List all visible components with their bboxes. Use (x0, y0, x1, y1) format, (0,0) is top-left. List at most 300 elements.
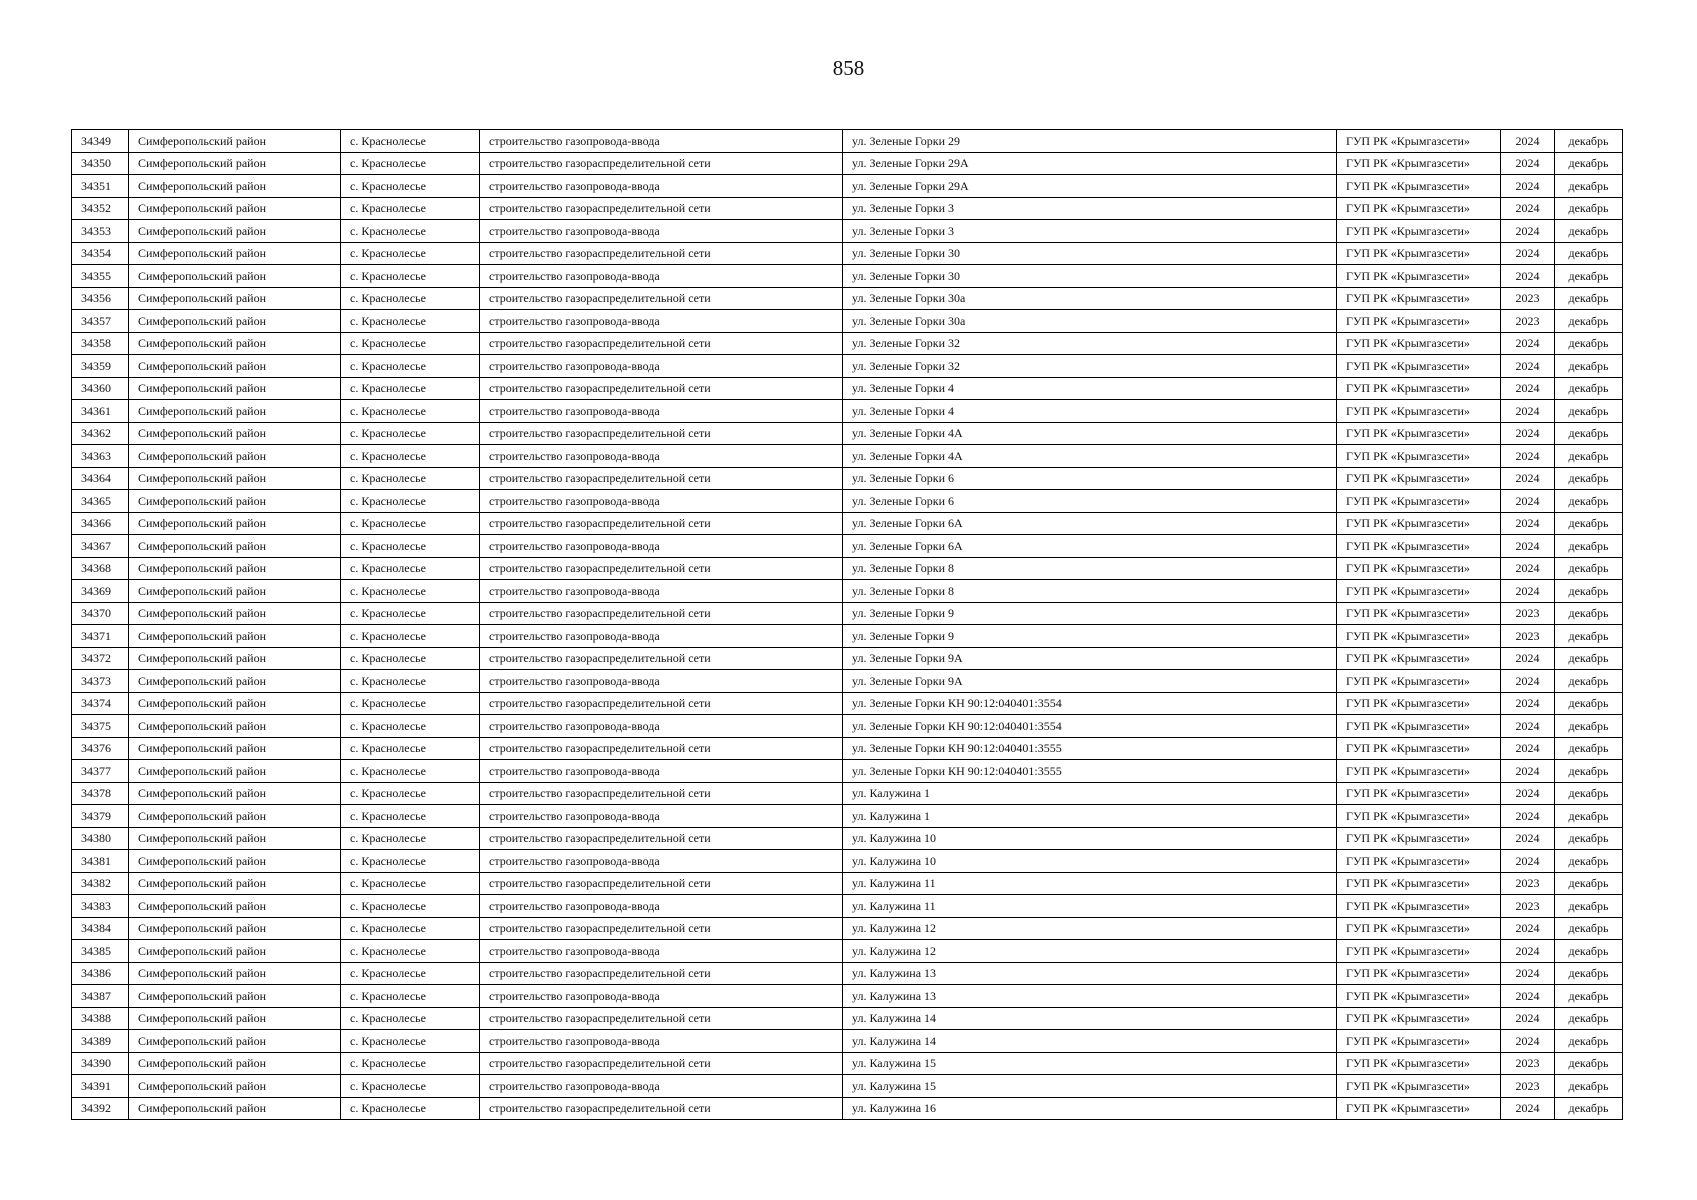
district-cell: Симферопольский район (129, 377, 341, 400)
row-number-cell: 34353 (72, 220, 129, 243)
table-row (72, 287, 1623, 310)
table-row (72, 782, 1623, 805)
row-number-cell: 34361 (72, 400, 129, 423)
year-cell: 2024 (1501, 985, 1555, 1008)
row-number-cell: 34352 (72, 197, 129, 220)
contractor-cell: ГУП РК «Крымгазсети» (1337, 242, 1501, 265)
row-number-cell: 34376 (72, 737, 129, 760)
table-row (72, 445, 1623, 468)
table-row (72, 760, 1623, 783)
address-cell: ул. Калужина 13 (843, 985, 1337, 1008)
year-cell: 2024 (1501, 467, 1555, 490)
table-row (72, 265, 1623, 288)
month-cell: декабрь (1555, 422, 1623, 445)
district-cell: Симферопольский район (129, 152, 341, 175)
month-cell: декабрь (1555, 175, 1623, 198)
contractor-cell: ГУП РК «Крымгазсети» (1337, 130, 1501, 153)
locality-cell: с. Краснолесье (341, 940, 480, 963)
month-cell: декабрь (1555, 467, 1623, 490)
month-cell: декабрь (1555, 602, 1623, 625)
work-type-cell: строительство газопровода-ввода (480, 265, 843, 288)
district-cell: Симферопольский район (129, 287, 341, 310)
contractor-cell: ГУП РК «Крымгазсети» (1337, 647, 1501, 670)
district-cell: Симферопольский район (129, 580, 341, 603)
address-cell: ул. Зеленые Горки 4А (843, 445, 1337, 468)
month-cell: декабрь (1555, 760, 1623, 783)
contractor-cell: ГУП РК «Крымгазсети» (1337, 152, 1501, 175)
work-type-cell: строительство газораспределительной сети (480, 377, 843, 400)
work-type-cell: строительство газопровода-ввода (480, 805, 843, 828)
year-cell: 2023 (1501, 310, 1555, 333)
locality-cell: с. Краснолесье (341, 332, 480, 355)
row-number-cell: 34371 (72, 625, 129, 648)
district-cell: Симферопольский район (129, 760, 341, 783)
contractor-cell: ГУП РК «Крымгазсети» (1337, 175, 1501, 198)
locality-cell: с. Краснолесье (341, 355, 480, 378)
work-type-cell: строительство газораспределительной сети (480, 737, 843, 760)
row-number-cell: 34390 (72, 1052, 129, 1075)
work-type-cell: строительство газопровода-ввода (480, 1075, 843, 1098)
work-type-cell: строительство газопровода-ввода (480, 400, 843, 423)
table-row (72, 512, 1623, 535)
month-cell: декабрь (1555, 805, 1623, 828)
row-number-cell: 34386 (72, 962, 129, 985)
address-cell: ул. Зеленые Горки КН 90:12:040401:3554 (843, 715, 1337, 738)
work-type-cell: строительство газопровода-ввода (480, 985, 843, 1008)
table-row (72, 1007, 1623, 1030)
work-type-cell: строительство газораспределительной сети (480, 557, 843, 580)
table-row (72, 1052, 1623, 1075)
table-row (72, 422, 1623, 445)
table-row (72, 647, 1623, 670)
address-cell: ул. Зеленые Горки КН 90:12:040401:3555 (843, 737, 1337, 760)
contractor-cell: ГУП РК «Крымгазсети» (1337, 377, 1501, 400)
locality-cell: с. Краснолесье (341, 737, 480, 760)
locality-cell: с. Краснолесье (341, 197, 480, 220)
work-type-cell: строительство газопровода-ввода (480, 625, 843, 648)
work-type-cell: строительство газораспределительной сети (480, 197, 843, 220)
district-cell: Симферопольский район (129, 895, 341, 918)
row-number-cell: 34360 (72, 377, 129, 400)
locality-cell: с. Краснолесье (341, 512, 480, 535)
locality-cell: с. Краснолесье (341, 625, 480, 648)
address-cell: ул. Зеленые Горки 6А (843, 512, 1337, 535)
district-cell: Симферопольский район (129, 197, 341, 220)
work-type-cell: строительство газораспределительной сети (480, 647, 843, 670)
district-cell: Симферопольский район (129, 332, 341, 355)
work-type-cell: строительство газораспределительной сети (480, 782, 843, 805)
row-number-cell: 34354 (72, 242, 129, 265)
contractor-cell: ГУП РК «Крымгазсети» (1337, 917, 1501, 940)
table-row (72, 985, 1623, 1008)
address-cell: ул. Калужина 1 (843, 805, 1337, 828)
district-cell: Симферопольский район (129, 220, 341, 243)
row-number-cell: 34378 (72, 782, 129, 805)
row-number-cell: 34366 (72, 512, 129, 535)
contractor-cell: ГУП РК «Крымгазсети» (1337, 467, 1501, 490)
address-cell: ул. Зеленые Горки 9 (843, 602, 1337, 625)
table-row (72, 917, 1623, 940)
locality-cell: с. Краснолесье (341, 422, 480, 445)
work-type-cell: строительство газопровода-ввода (480, 670, 843, 693)
locality-cell: с. Краснолесье (341, 602, 480, 625)
month-cell: декабрь (1555, 1052, 1623, 1075)
locality-cell: с. Краснолесье (341, 242, 480, 265)
locality-cell: с. Краснолесье (341, 647, 480, 670)
month-cell: декабрь (1555, 377, 1623, 400)
locality-cell: с. Краснолесье (341, 692, 480, 715)
address-cell: ул. Зеленые Горки 9А (843, 647, 1337, 670)
row-number-cell: 34383 (72, 895, 129, 918)
locality-cell: с. Краснолесье (341, 670, 480, 693)
month-cell: декабрь (1555, 1097, 1623, 1120)
year-cell: 2024 (1501, 580, 1555, 603)
row-number-cell: 34391 (72, 1075, 129, 1098)
locality-cell: с. Краснолесье (341, 850, 480, 873)
year-cell: 2024 (1501, 377, 1555, 400)
year-cell: 2023 (1501, 1052, 1555, 1075)
month-cell: декабрь (1555, 670, 1623, 693)
row-number-cell: 34389 (72, 1030, 129, 1053)
year-cell: 2024 (1501, 1007, 1555, 1030)
month-cell: декабрь (1555, 310, 1623, 333)
locality-cell: с. Краснолесье (341, 1097, 480, 1120)
address-cell: ул. Калужина 15 (843, 1052, 1337, 1075)
work-type-cell: строительство газопровода-ввода (480, 355, 843, 378)
address-cell: ул. Зеленые Горки 3 (843, 197, 1337, 220)
locality-cell: с. Краснолесье (341, 467, 480, 490)
contractor-cell: ГУП РК «Крымгазсети» (1337, 197, 1501, 220)
district-cell: Симферопольский район (129, 625, 341, 648)
table-row (72, 175, 1623, 198)
row-number-cell: 34359 (72, 355, 129, 378)
year-cell: 2024 (1501, 692, 1555, 715)
address-cell: ул. Зеленые Горки 4А (843, 422, 1337, 445)
address-cell: ул. Зеленые Горки 9 (843, 625, 1337, 648)
district-cell: Симферопольский район (129, 175, 341, 198)
month-cell: декабрь (1555, 962, 1623, 985)
contractor-cell: ГУП РК «Крымгазсети» (1337, 1052, 1501, 1075)
year-cell: 2023 (1501, 287, 1555, 310)
locality-cell: с. Краснолесье (341, 490, 480, 513)
district-cell: Симферопольский район (129, 1052, 341, 1075)
district-cell: Симферопольский район (129, 445, 341, 468)
row-number-cell: 34356 (72, 287, 129, 310)
contractor-cell: ГУП РК «Крымгазсети» (1337, 1030, 1501, 1053)
row-number-cell: 34381 (72, 850, 129, 873)
row-number-cell: 34375 (72, 715, 129, 738)
month-cell: декабрь (1555, 220, 1623, 243)
work-type-cell: строительство газораспределительной сети (480, 467, 843, 490)
address-cell: ул. Калужина 11 (843, 872, 1337, 895)
contractor-cell: ГУП РК «Крымгазсети» (1337, 1097, 1501, 1120)
locality-cell: с. Краснолесье (341, 805, 480, 828)
table-row (72, 850, 1623, 873)
year-cell: 2024 (1501, 737, 1555, 760)
year-cell: 2024 (1501, 557, 1555, 580)
row-number-cell: 34368 (72, 557, 129, 580)
work-type-cell: строительство газопровода-ввода (480, 310, 843, 333)
month-cell: декабрь (1555, 782, 1623, 805)
contractor-cell: ГУП РК «Крымгазсети» (1337, 850, 1501, 873)
month-cell: декабрь (1555, 400, 1623, 423)
table-row (72, 827, 1623, 850)
contractor-cell: ГУП РК «Крымгазсети» (1337, 512, 1501, 535)
district-cell: Симферопольский район (129, 130, 341, 153)
address-cell: ул. Зеленые Горки 30 (843, 265, 1337, 288)
locality-cell: с. Краснолесье (341, 760, 480, 783)
contractor-cell: ГУП РК «Крымгазсети» (1337, 422, 1501, 445)
year-cell: 2024 (1501, 220, 1555, 243)
month-cell: декабрь (1555, 580, 1623, 603)
month-cell: декабрь (1555, 152, 1623, 175)
table-row (72, 962, 1623, 985)
district-cell: Симферопольский район (129, 940, 341, 963)
work-type-cell: строительство газораспределительной сети (480, 872, 843, 895)
address-cell: ул. Зеленые Горки 6А (843, 535, 1337, 558)
district-cell: Симферопольский район (129, 850, 341, 873)
locality-cell: с. Краснолесье (341, 310, 480, 333)
address-cell: ул. Калужина 10 (843, 827, 1337, 850)
table-row (72, 242, 1623, 265)
work-type-cell: строительство газораспределительной сети (480, 827, 843, 850)
register-body (72, 130, 1623, 1120)
district-cell: Симферопольский район (129, 467, 341, 490)
contractor-cell: ГУП РК «Крымгазсети» (1337, 940, 1501, 963)
table-row (72, 1030, 1623, 1053)
row-number-cell: 34363 (72, 445, 129, 468)
row-number-cell: 34379 (72, 805, 129, 828)
table-row (72, 220, 1623, 243)
locality-cell: с. Краснолесье (341, 557, 480, 580)
register-table (71, 129, 1623, 1120)
table-row (72, 602, 1623, 625)
locality-cell: с. Краснолесье (341, 152, 480, 175)
year-cell: 2024 (1501, 197, 1555, 220)
work-type-cell: строительство газораспределительной сети (480, 242, 843, 265)
contractor-cell: ГУП РК «Крымгазсети» (1337, 310, 1501, 333)
district-cell: Симферопольский район (129, 1075, 341, 1098)
table-row (72, 895, 1623, 918)
contractor-cell: ГУП РК «Крымгазсети» (1337, 760, 1501, 783)
year-cell: 2024 (1501, 805, 1555, 828)
locality-cell: с. Краснолесье (341, 872, 480, 895)
row-number-cell: 34365 (72, 490, 129, 513)
district-cell: Симферопольский район (129, 355, 341, 378)
work-type-cell: строительство газораспределительной сети (480, 1052, 843, 1075)
work-type-cell: строительство газораспределительной сети (480, 152, 843, 175)
work-type-cell: строительство газораспределительной сети (480, 1097, 843, 1120)
district-cell: Симферопольский район (129, 985, 341, 1008)
work-type-cell: строительство газораспределительной сети (480, 332, 843, 355)
month-cell: декабрь (1555, 265, 1623, 288)
district-cell: Симферопольский район (129, 715, 341, 738)
row-number-cell: 34385 (72, 940, 129, 963)
table-row (72, 692, 1623, 715)
address-cell: ул. Калужина 13 (843, 962, 1337, 985)
table-row (72, 400, 1623, 423)
row-number-cell: 34351 (72, 175, 129, 198)
locality-cell: с. Краснолесье (341, 895, 480, 918)
month-cell: декабрь (1555, 1030, 1623, 1053)
table-row (72, 467, 1623, 490)
address-cell: ул. Калужина 12 (843, 917, 1337, 940)
month-cell: декабрь (1555, 940, 1623, 963)
address-cell: ул. Калужина 16 (843, 1097, 1337, 1120)
row-number-cell: 34370 (72, 602, 129, 625)
table-row (72, 152, 1623, 175)
contractor-cell: ГУП РК «Крымгазсети» (1337, 265, 1501, 288)
year-cell: 2024 (1501, 962, 1555, 985)
district-cell: Симферопольский район (129, 512, 341, 535)
district-cell: Симферопольский район (129, 782, 341, 805)
year-cell: 2024 (1501, 265, 1555, 288)
month-cell: декабрь (1555, 985, 1623, 1008)
year-cell: 2024 (1501, 445, 1555, 468)
work-type-cell: строительство газопровода-ввода (480, 220, 843, 243)
work-type-cell: строительство газопровода-ввода (480, 175, 843, 198)
row-number-cell: 34369 (72, 580, 129, 603)
month-cell: декабрь (1555, 197, 1623, 220)
month-cell: декабрь (1555, 512, 1623, 535)
work-type-cell: строительство газораспределительной сети (480, 692, 843, 715)
contractor-cell: ГУП РК «Крымгазсети» (1337, 332, 1501, 355)
month-cell: декабрь (1555, 737, 1623, 760)
month-cell: декабрь (1555, 692, 1623, 715)
year-cell: 2024 (1501, 715, 1555, 738)
district-cell: Симферопольский район (129, 242, 341, 265)
district-cell: Симферопольский район (129, 670, 341, 693)
year-cell: 2024 (1501, 917, 1555, 940)
work-type-cell: строительство газораспределительной сети (480, 287, 843, 310)
month-cell: декабрь (1555, 917, 1623, 940)
work-type-cell: строительство газопровода-ввода (480, 940, 843, 963)
district-cell: Симферопольский район (129, 827, 341, 850)
locality-cell: с. Краснолесье (341, 175, 480, 198)
month-cell: декабрь (1555, 715, 1623, 738)
work-type-cell: строительство газораспределительной сети (480, 512, 843, 535)
month-cell: декабрь (1555, 535, 1623, 558)
row-number-cell: 34364 (72, 467, 129, 490)
district-cell: Симферопольский район (129, 265, 341, 288)
locality-cell: с. Краснолесье (341, 917, 480, 940)
year-cell: 2024 (1501, 782, 1555, 805)
address-cell: ул. Зеленые Горки 3 (843, 220, 1337, 243)
work-type-cell: строительство газопровода-ввода (480, 490, 843, 513)
year-cell: 2024 (1501, 760, 1555, 783)
address-cell: ул. Зеленые Горки 6 (843, 490, 1337, 513)
table-row (72, 940, 1623, 963)
table-row (72, 1075, 1623, 1098)
row-number-cell: 34388 (72, 1007, 129, 1030)
address-cell: ул. Калужина 15 (843, 1075, 1337, 1098)
address-cell: ул. Калужина 14 (843, 1030, 1337, 1053)
work-type-cell: строительство газораспределительной сети (480, 1007, 843, 1030)
table-row (72, 332, 1623, 355)
contractor-cell: ГУП РК «Крымгазсети» (1337, 445, 1501, 468)
address-cell: ул. Зеленые Горки 29А (843, 152, 1337, 175)
contractor-cell: ГУП РК «Крымгазсети» (1337, 220, 1501, 243)
contractor-cell: ГУП РК «Крымгазсети» (1337, 962, 1501, 985)
month-cell: декабрь (1555, 355, 1623, 378)
month-cell: декабрь (1555, 557, 1623, 580)
year-cell: 2023 (1501, 1075, 1555, 1098)
month-cell: декабрь (1555, 625, 1623, 648)
row-number-cell: 34367 (72, 535, 129, 558)
work-type-cell: строительство газопровода-ввода (480, 580, 843, 603)
locality-cell: с. Краснолесье (341, 715, 480, 738)
contractor-cell: ГУП РК «Крымгазсети» (1337, 535, 1501, 558)
district-cell: Симферопольский район (129, 692, 341, 715)
locality-cell: с. Краснолесье (341, 985, 480, 1008)
table-row (72, 737, 1623, 760)
row-number-cell: 34355 (72, 265, 129, 288)
table-row (72, 670, 1623, 693)
contractor-cell: ГУП РК «Крымгазсети» (1337, 985, 1501, 1008)
row-number-cell: 34350 (72, 152, 129, 175)
district-cell: Симферопольский район (129, 310, 341, 333)
locality-cell: с. Краснолесье (341, 400, 480, 423)
address-cell: ул. Зеленые Горки 30а (843, 287, 1337, 310)
contractor-cell: ГУП РК «Крымгазсети» (1337, 827, 1501, 850)
work-type-cell: строительство газопровода-ввода (480, 850, 843, 873)
year-cell: 2024 (1501, 670, 1555, 693)
address-cell: ул. Зеленые Горки 4 (843, 377, 1337, 400)
row-number-cell: 34377 (72, 760, 129, 783)
contractor-cell: ГУП РК «Крымгазсети» (1337, 557, 1501, 580)
year-cell: 2024 (1501, 242, 1555, 265)
page-number: 858 (832, 56, 865, 80)
month-cell: декабрь (1555, 895, 1623, 918)
locality-cell: с. Краснолесье (341, 287, 480, 310)
contractor-cell: ГУП РК «Крымгазсети» (1337, 715, 1501, 738)
address-cell: ул. Зеленые Горки 8 (843, 557, 1337, 580)
work-type-cell: строительство газораспределительной сети (480, 962, 843, 985)
contractor-cell: ГУП РК «Крымгазсети» (1337, 400, 1501, 423)
address-cell: ул. Зеленые Горки 29А (843, 175, 1337, 198)
address-cell: ул. Калужина 10 (843, 850, 1337, 873)
locality-cell: с. Краснолесье (341, 445, 480, 468)
district-cell: Симферопольский район (129, 737, 341, 760)
table-row (72, 872, 1623, 895)
table-row (72, 625, 1623, 648)
year-cell: 2024 (1501, 827, 1555, 850)
table-row (72, 535, 1623, 558)
year-cell: 2023 (1501, 872, 1555, 895)
year-cell: 2024 (1501, 535, 1555, 558)
month-cell: декабрь (1555, 332, 1623, 355)
row-number-cell: 34349 (72, 130, 129, 153)
locality-cell: с. Краснолесье (341, 1075, 480, 1098)
year-cell: 2024 (1501, 400, 1555, 423)
locality-cell: с. Краснолесье (341, 827, 480, 850)
year-cell: 2024 (1501, 940, 1555, 963)
row-number-cell: 34362 (72, 422, 129, 445)
locality-cell: с. Краснолесье (341, 130, 480, 153)
year-cell: 2024 (1501, 422, 1555, 445)
work-type-cell: строительство газораспределительной сети (480, 422, 843, 445)
contractor-cell: ГУП РК «Крымгазсети» (1337, 670, 1501, 693)
row-number-cell: 34373 (72, 670, 129, 693)
district-cell: Симферопольский район (129, 557, 341, 580)
table-row (72, 557, 1623, 580)
district-cell: Симферопольский район (129, 535, 341, 558)
district-cell: Симферопольский район (129, 872, 341, 895)
address-cell: ул. Зеленые Горки 8 (843, 580, 1337, 603)
month-cell: декабрь (1555, 242, 1623, 265)
address-cell: ул. Калужина 14 (843, 1007, 1337, 1030)
table-row (72, 310, 1623, 333)
